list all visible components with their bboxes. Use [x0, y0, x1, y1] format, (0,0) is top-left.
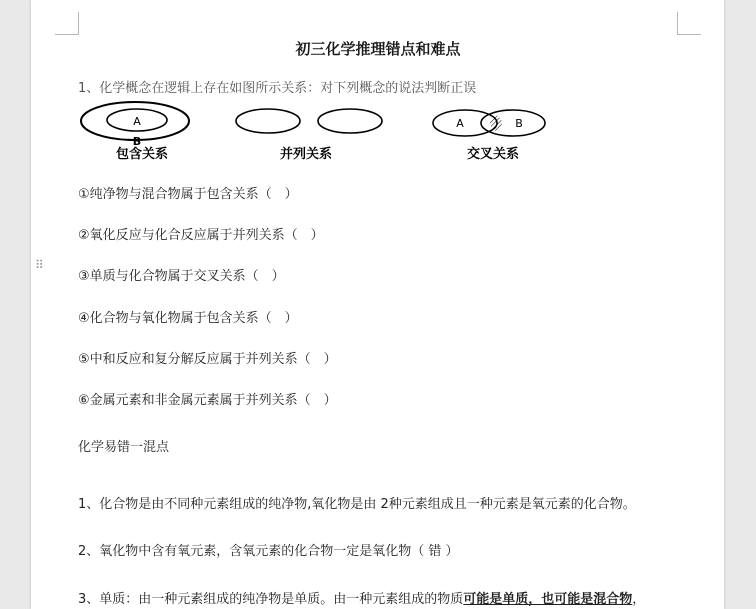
- parallel-diagram: [236, 109, 382, 162]
- parallel-ellipse-left: [236, 109, 300, 133]
- point-3-text: 3、单质：由一种元素组成的纯净物是单质。由一种元素组成的物质: [78, 592, 464, 607]
- relationship-diagram: [80, 100, 560, 168]
- margin-corner-top-left: [55, 12, 79, 35]
- label-b: B: [132, 135, 142, 148]
- document-title: 初三化学推理错点和难点: [295, 40, 461, 58]
- point-1: 1、化合物是由不同种元素组成的纯净物,氧化物是由 2种元素组成且一种元素是氧元素的化合物。: [78, 497, 636, 512]
- statement-1: ①纯净物与混合物属于包含关系（ ）: [78, 187, 298, 202]
- drag-handle-icon[interactable]: ⠿: [35, 258, 45, 272]
- cross-label-a: A: [456, 117, 464, 130]
- point-2: 2、氧化物中含有氧元素，含氧元素的化合物一定是氧化物（ 错 ）: [78, 544, 459, 559]
- point-3: [78, 588, 645, 607]
- statement-2: ②氧化反应与化合反应属于并列关系（ ）: [78, 228, 324, 243]
- parallel-ellipse-right: [318, 109, 382, 133]
- statement-4: ④化合物与氧化物属于包含关系（ ）: [78, 311, 298, 326]
- section-title: 化学易错一混点: [78, 440, 170, 455]
- cross-label-b: B: [515, 117, 523, 130]
- cross-diagram: [433, 110, 545, 162]
- containment-diagram: [81, 102, 189, 162]
- question-intro: 1、化学概念在逻辑上存在如图所示关系：对下列概念的说法判断正误: [78, 81, 477, 96]
- statement-5: ⑤中和反应和复分解反应属于并列关系（ ）: [78, 352, 337, 367]
- point-3-emphasis: 可能是单质，也可能是混合物: [463, 592, 633, 607]
- caption-parallel: 并列关系: [279, 147, 333, 162]
- margin-corner-top-right: [677, 12, 701, 35]
- caption-cross: 交叉关系: [466, 147, 520, 162]
- caption-contain: 包含关系: [115, 147, 169, 162]
- point-3-tail: ，: [632, 592, 646, 607]
- cross-ellipse-a: [433, 110, 497, 136]
- label-a: A: [133, 115, 141, 128]
- statement-3: ③单质与化合物属于交叉关系（ ）: [78, 269, 285, 284]
- statement-6: ⑥金属元素和非金属元素属于并列关系（ ）: [78, 393, 337, 408]
